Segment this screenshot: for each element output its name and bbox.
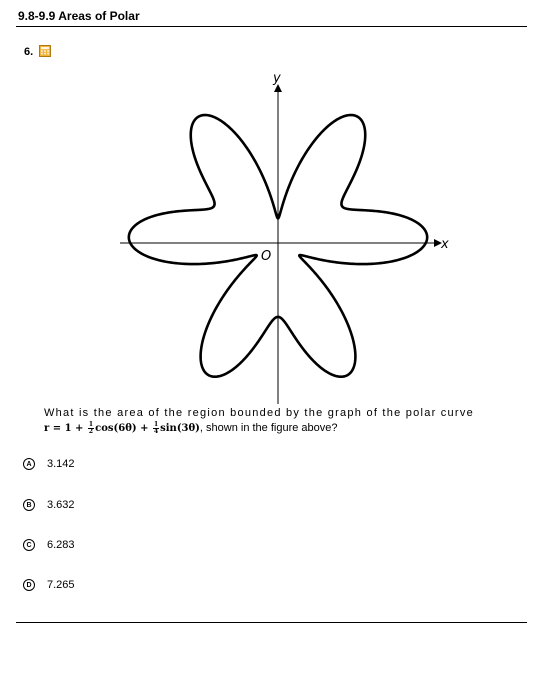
x-axis-label: x (441, 237, 449, 252)
header-divider (16, 26, 527, 27)
choice-c-value: 6.283 (47, 539, 75, 551)
choice-a-value: 3.142 (47, 458, 75, 470)
footer-divider (16, 622, 527, 623)
polar-curve-figure (110, 62, 460, 407)
choice-a-letter[interactable]: A (23, 458, 35, 470)
choice-c-letter[interactable]: C (23, 539, 35, 551)
question-text (44, 406, 530, 436)
question-line-2 (44, 421, 530, 436)
choice-d-value: 7.265 (47, 579, 75, 591)
choice-b-value: 3.632 (47, 499, 75, 511)
question-suffix: , shown in the figure above? (199, 422, 338, 434)
equation-term-sin: sin(3θ) (160, 423, 200, 434)
equation-lhs: r = 1 + (44, 423, 87, 434)
fraction-one-half: $\frac{1}{2}$ (88, 421, 94, 435)
page-title: 9.8-9.9 Areas of Polar (18, 9, 140, 23)
choice-b-letter[interactable]: B (23, 499, 35, 511)
choice-c[interactable] (23, 539, 75, 551)
choice-d[interactable] (23, 579, 75, 591)
calculator-icon[interactable] (39, 45, 51, 57)
equation-term-cos: cos(6θ) + (95, 423, 152, 434)
polar-equation (44, 423, 200, 434)
choice-b[interactable] (23, 499, 75, 511)
y-axis-label: y (273, 71, 281, 86)
choice-a[interactable] (23, 458, 75, 470)
question-line-1: What is the area of the region bounded by the graph of the polar curve (44, 407, 474, 419)
choice-d-letter[interactable]: D (23, 579, 35, 591)
origin-label: O (261, 249, 272, 264)
question-number: 6. (24, 46, 34, 58)
fraction-one-quarter: $\frac{1}{4}$ (153, 421, 159, 435)
